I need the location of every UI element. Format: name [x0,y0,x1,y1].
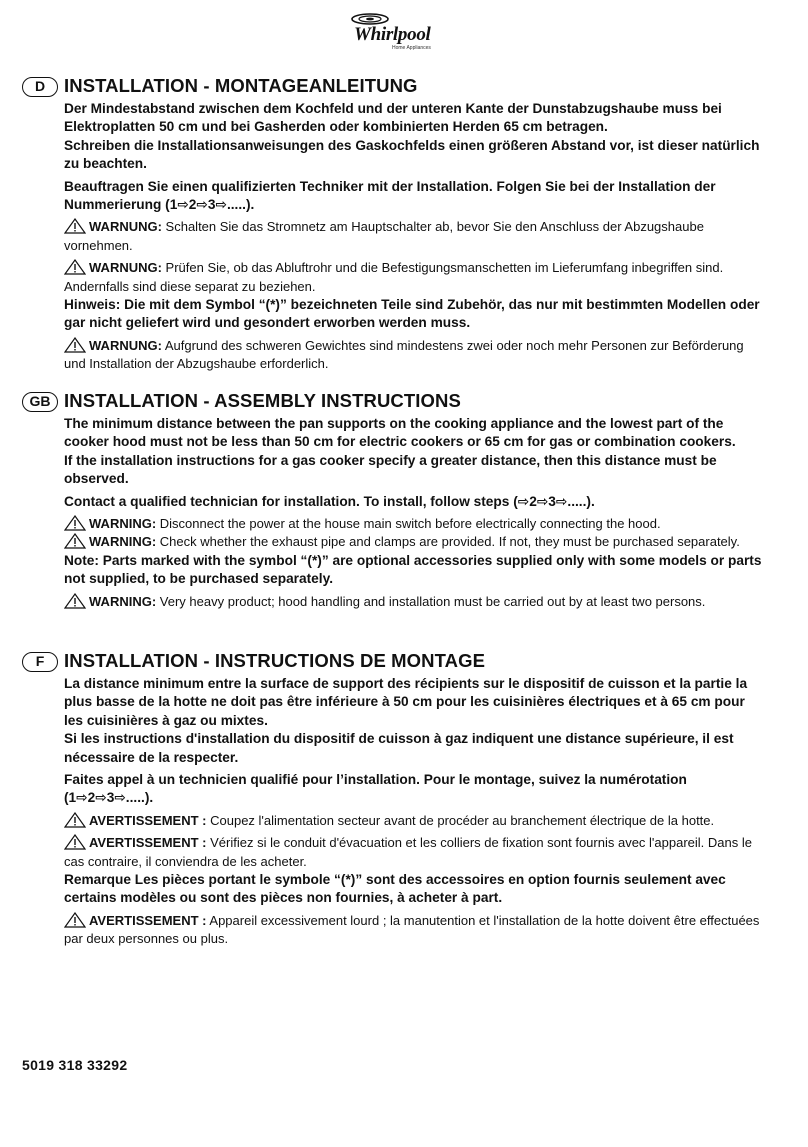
paragraph-distance: The minimum distance between the pan supports on the cooking appliance and the lowest part of the cooker hood must not be less than 50 cm for electric cookers or 65 cm for gas or combination cookers. [64,416,736,450]
language-badge-gb: GB [22,392,58,412]
warning-label: WARNUNG: [89,337,162,353]
section-gb [22,390,762,611]
warning-exhaust [64,533,762,551]
note-accessories: Note: Parts marked with the symbol “(*)” are optional accessories supplied only with some models or parts not supplied, to be purchased separately. [64,552,762,587]
warning-label: WARNUNG: [89,219,162,235]
warning-text: Very heavy product; hood handling and installation must be carried out by at least two persons. [156,593,706,609]
warning-power [64,515,762,533]
warning-triangle-icon [64,259,86,275]
warning-exhaust [64,834,762,871]
warning-text: Coupez l'alimentation secteur avant de procéder au branchement électrique de la hotte. [206,812,715,828]
section-de [22,75,760,374]
warning-text: Check whether the exhaust pipe and clamps are provided. If not, they must be purchased separately. [156,534,740,550]
paragraph-gas-instructions: If the installation instructions for a gas cooker specify a greater distance, then this distance must be observed. [64,452,717,487]
warning-triangle-icon [64,515,86,531]
warning-triangle-icon [64,834,86,850]
warning-power [64,218,762,255]
warning-power [64,812,762,830]
paragraph-technician: Contact a qualified technician for installation. To install, follow steps (⇨2⇨3⇨.....). [64,493,595,509]
paragraph-gas-instructions: Schreiben die Installationsanweisungen des Gaskochfelds einen größeren Abstand vor, ist dieser natürlich zu beachten. [64,137,760,172]
language-badge-de: D [22,77,58,97]
note-accessories: Remarque Les pièces portant le symbole “(*)” sont des accessoires en option fournis seulement avec certains modèles ou sont des pièces non fournies, à acheter à part. [64,872,726,906]
section-title-de: INSTALLATION - MONTAGEANLEITUNG [64,75,418,96]
paragraph-distance: La distance minimum entre la surface de support des récipients sur le dispositif de cuisson et la partie la plus basse de la hotte ne doit pas être inférieure à 50 cm pour les cuisinières électriques et à 65 cm pour les cuisinières à gaz ou mixtes. [64,676,748,728]
brand-tagline: Home Appliances [392,45,431,51]
whirlpool-logo [340,8,452,56]
warning-heavy [64,912,762,949]
warning-triangle-icon [64,912,86,928]
warning-heavy [64,337,762,374]
paragraph-distance: Der Mindestabstand zwischen dem Kochfeld und der unteren Kante der Dunstabzugshaube muss bei Elektroplatten 50 cm und bei Gasherden oder kombinierten Herden 65 cm betragen. [64,101,722,135]
warning-triangle-icon [64,812,86,828]
warning-exhaust [64,259,762,296]
paragraph-technician: Faites appel à un technicien qualifié pour l’installation. Pour le montage, suivez la numérotation (1⇨2⇨3⇨.....). [64,772,687,806]
section-fr [22,650,760,949]
paragraph-gas-instructions: Si les instructions d'installation du dispositif de cuisson à gaz indiquent une distance supérieure, il est nécessaire de la respecter. [64,731,734,765]
warning-text: Appareil excessivement lourd ; la manutention et l'installation de la hotte doivent être effectuées par deux personnes ou plus. [64,912,760,947]
section-title-gb: INSTALLATION - ASSEMBLY INSTRUCTIONS [64,390,461,411]
warning-text: Prüfen Sie, ob das Abluftrohr und die Befestigungsmanschetten im Lieferumfang inbegriffen sind. Andernfalls sind diese separat zu beziehen. [64,260,724,294]
warning-label: WARNING: [89,516,157,532]
brand-name: Whirlpool [354,24,431,45]
warning-label: AVERTISSEMENT : [89,835,207,851]
warning-label: WARNING: [89,593,157,609]
warning-triangle-icon [64,337,86,353]
document-number: 5019 318 33292 [22,1057,128,1073]
warning-label: AVERTISSEMENT : [89,912,207,928]
warning-label: WARNING: [89,534,157,550]
warning-text: Aufgrund des schweren Gewichtes sind mindestens zwei oder noch mehr Personen zur Beförderung und Installation der Abzugshaube erforderlich. [64,337,744,372]
warning-text: Vérifiez si le conduit d'évacuation et les colliers de fixation sont fournis avec l'appareil. Dans le cas contraire, il conviendra de les acheter. [64,835,752,869]
section-title-fr: INSTALLATION - INSTRUCTIONS DE MONTAGE [64,650,486,671]
warning-label: WARNUNG: [89,260,162,276]
paragraph-technician: Beauftragen Sie einen qualifizierten Techniker mit der Installation. Folgen Sie bei der Installation der Nummerierung (1⇨2⇨3⇨.....). [64,178,716,213]
warning-text: Schalten Sie das Stromnetz am Hauptschalter ab, bevor Sie den Anschluss der Abzugshaube vornehmen. [64,219,704,253]
warning-text: Disconnect the power at the house main switch before electrically connecting the hood. [156,516,661,532]
warning-heavy [64,593,762,611]
warning-label: AVERTISSEMENT : [89,812,207,828]
warning-triangle-icon [64,218,86,234]
note-accessories: Hinweis: Die mit dem Symbol “(*)” bezeichneten Teile sind Zubehör, das nur mit bestimmten Modellen oder gar nicht geliefert wird und gesondert erworben werden muss. [64,297,760,331]
warning-triangle-icon [64,593,86,609]
warning-triangle-icon [64,533,86,549]
language-badge-fr: F [22,652,58,672]
